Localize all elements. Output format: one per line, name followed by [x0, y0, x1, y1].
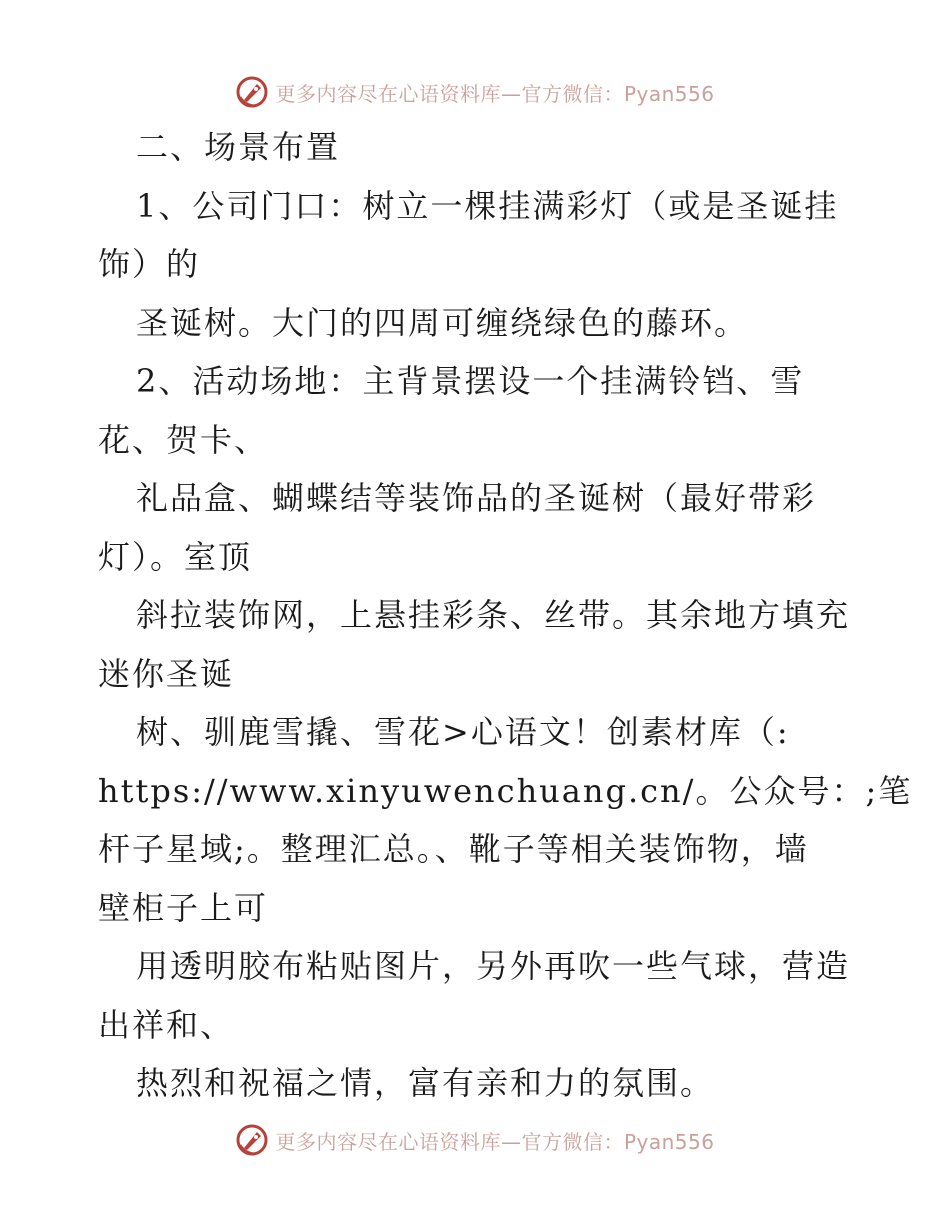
footer-watermark — [0, 1120, 950, 1160]
paragraph-line: 出祥和、 — [98, 1005, 235, 1044]
paragraph-line: 花、贺卡、 — [98, 420, 269, 459]
paragraph-line: 用透明胶布粘贴图片，另外再吹一些气球，营造 — [136, 947, 851, 985]
header-watermark — [0, 72, 950, 112]
paragraph-line-url: https://www.xinyuwenchuang.cn/。公众号：;笔 — [98, 771, 913, 810]
paragraph-line: 圣诞树。大门的四周可缠绕绿色的藤环。 — [136, 303, 749, 342]
paragraph-line: 斜拉装饰网，上悬挂彩条、丝带。其余地方填充 — [136, 596, 851, 634]
paragraph-line: 热烈和祝福之情，富有亲和力的氛围。 — [136, 1064, 715, 1102]
section-heading: 二、场景布置 — [136, 128, 341, 166]
fountain-pen-logo-icon — [235, 1123, 269, 1157]
paragraph-line: 2、活动场地：主背景摆设一个挂满铃铛、雪 — [136, 362, 805, 400]
paragraph-line: 迷你圣诞 — [98, 654, 235, 693]
paragraph-line: 树、驯鹿雪撬、雪花>心语文！创素材库（: — [136, 713, 790, 751]
paragraph-line: 壁柜子上可 — [98, 888, 269, 927]
paragraph-line: 1、公司门口：树立一棵挂满彩灯（或是圣诞挂 — [136, 186, 839, 225]
footer-watermark-text: 更多内容尽在心语资料库—官方微信：Pyan556 — [275, 1129, 715, 1154]
document-body — [98, 118, 913, 1113]
paragraph-line: 杆子星域;。整理汇总。、靴子等相关装饰物，墙 — [98, 830, 809, 868]
paragraph-line: 灯）。室顶 — [98, 537, 253, 576]
fountain-pen-logo-icon — [235, 75, 269, 109]
paragraph-line: 饰）的 — [98, 245, 201, 283]
header-watermark-text: 更多内容尽在心语资料库—官方微信：Pyan556 — [275, 81, 715, 106]
paragraph-line: 礼品盒、蝴蝶结等装饰品的圣诞树（最好带彩 — [136, 479, 817, 517]
